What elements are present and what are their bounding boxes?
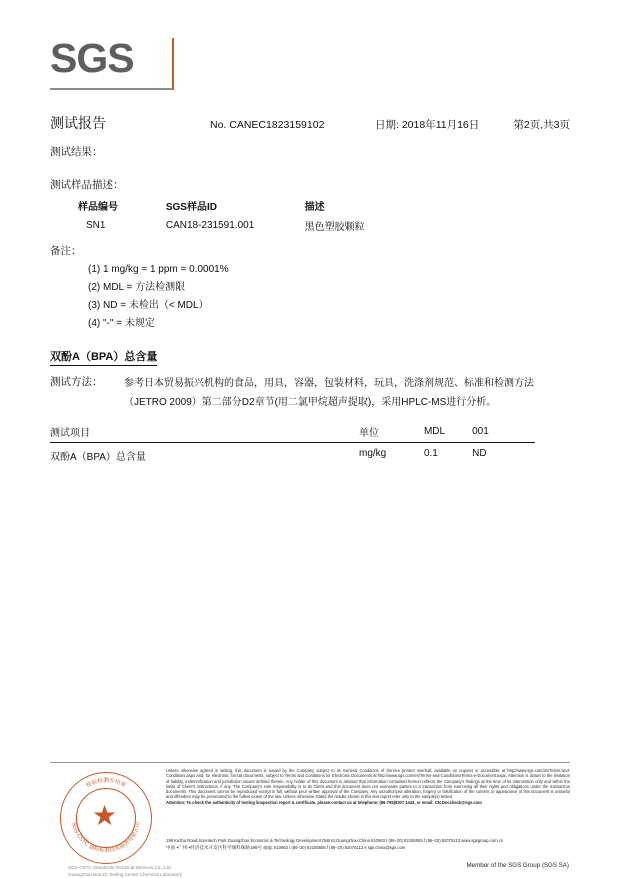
stamp-arc-top-text: 检验检测专用章 bbox=[85, 778, 127, 789]
address-chinese-row bbox=[166, 845, 570, 852]
test-method-text: 参考日本贸易振兴机构的食品，用具，容器，包装材料，玩具，洗涤剂规范、标准和检测方法（JETRO 2009）第二部分D2章节(用二氯甲烷超声提取)，采用HPLC-MS进行分析。 bbox=[124, 378, 534, 408]
address-chinese: 中国 •广州 •经济技术开发区科学城科珠路198号 bbox=[166, 844, 263, 850]
section-heading-bpa: 双酚A（BPA）总含量 bbox=[50, 348, 157, 366]
address-english: 198 Kezhu Road,Scientech Park Guangzhou Economic & Technology Development District,Guangzhou,China 510663 t (86–20) 82155555 f (86–20) 82075113 www.sgsgroup.com.cn bbox=[166, 838, 504, 843]
footer-divider bbox=[50, 762, 570, 763]
table-row bbox=[50, 443, 535, 464]
bpa-results-table bbox=[50, 424, 535, 463]
sgs-logo-text: SGS bbox=[50, 35, 134, 81]
column-header-mdl: MDL bbox=[424, 424, 472, 443]
column-header-sample-001: 001 bbox=[472, 424, 535, 443]
table-header-row bbox=[78, 197, 478, 217]
list-item: (2) MDL = 方法检测限 bbox=[88, 282, 186, 293]
column-header-sample-no: 样品编号 bbox=[78, 202, 118, 213]
column-header-sgs-id: SGS样品ID bbox=[165, 202, 217, 213]
stamp-caption-line-2: Guangzhou Branch Testing Center Chemical Laboratory bbox=[68, 872, 183, 877]
cell-mdl: 0.1 bbox=[423, 448, 438, 459]
page-indicator: 第2页,共3页 bbox=[513, 119, 570, 131]
table-header-row bbox=[50, 424, 535, 443]
member-of-sgs-group: Member of the SGS Group (SGS SA) bbox=[466, 862, 569, 869]
cell-sample-no: SN1 bbox=[86, 220, 106, 231]
cell-sgs-id: CAN18-231591.001 bbox=[165, 220, 255, 231]
stamp-caption-line-1: SGS-CSTC Standards Technical Services Co., Ltd. bbox=[68, 865, 172, 870]
column-header-description: 描述 bbox=[304, 202, 325, 213]
report-title-row bbox=[50, 113, 570, 133]
stamp-arc-bottom-text: SGS-CSTC 通标标准技术服务有限公司 bbox=[70, 821, 142, 855]
cell-test-item: 双酚A（BPA）总含量 bbox=[50, 452, 146, 463]
address-chinese-contact: 邮编: 510663 t (86–20) 82155555 f (86–20) 82075113 e sgs.china@sgs.com bbox=[263, 844, 406, 850]
remarks-list bbox=[88, 261, 229, 333]
sample-description-label: 测试样品描述： bbox=[50, 179, 124, 191]
report-number: No. CANEC1823159102 bbox=[210, 119, 325, 131]
report-date: 日期: 2018年11月16日 bbox=[375, 119, 480, 131]
logo-underline bbox=[50, 88, 172, 90]
column-header-test-item: 测试项目 bbox=[50, 424, 359, 443]
sgs-logo bbox=[50, 36, 180, 84]
footer-address bbox=[166, 838, 570, 851]
stamp-arc-text bbox=[60, 772, 152, 864]
sample-description-table bbox=[78, 197, 478, 234]
red-star-icon: ★ bbox=[92, 800, 118, 831]
list-item: (1) 1 mg/kg = 1 ppm = 0.0001% bbox=[88, 264, 229, 275]
footer-legal-text bbox=[166, 768, 570, 805]
list-item: (3) ND = 未检出（< MDL） bbox=[88, 300, 209, 311]
cell-result-001: ND bbox=[472, 448, 487, 459]
stamp-caption bbox=[68, 864, 188, 878]
company-stamp bbox=[60, 772, 183, 877]
legal-paragraph: Unless otherwise agreed in writing, this document is issued by the Company subject to its General Conditions of Service printed overleaf, available on request or accessible at http://www.sgs.com/en/Terms-and-Conditions.aspx and, for electronic format documents, subject to Terms and Conditions for Electronic Documents at http://www.sgs.com/en/Terms-and-Conditions/Terms-e-Document.aspx. Attention is drawn to the limitation of liability, indemnification and jurisdiction issues defined therein. Any holder of this document is advised that information contained hereon reflects the Company's findings at the time of its intervention only and within the limits of Client's instructions, if any. The Company's sole responsibility is to its Client and this document does not exonerate parties to a transaction from exercising all their rights and obligations under the transaction documents. This document cannot be reproduced except in full, without prior written approval of the Company. Any unauthorized alteration, forgery or falsification of the content or appearance of this document is unlawful and offenders may be prosecuted to the fullest extent of the law. Unless otherwise stated the results shown in this test report refer only to the sample(s) tested. bbox=[166, 768, 570, 800]
cell-description: 黑色塑胶颗粒 bbox=[304, 222, 365, 233]
list-item: (4) "-" = 未规定 bbox=[88, 318, 155, 329]
page-title: 测试报告 bbox=[50, 115, 106, 131]
test-results-label: 测试结果： bbox=[50, 146, 103, 158]
table-row bbox=[78, 217, 478, 234]
logo-orange-bar bbox=[172, 38, 174, 90]
cell-unit: mg/kg bbox=[359, 448, 387, 459]
test-method-label: 测试方法： bbox=[50, 376, 103, 388]
legal-attention-line: Attention: To check the authenticity of testing /inspection report & certificate, please contact us at telephone: (86-755)8307 1443, or email: CN.Doccheck@sgs.com bbox=[166, 799, 482, 805]
remarks-label: 备注： bbox=[50, 245, 82, 257]
column-header-unit: 单位 bbox=[359, 424, 424, 443]
